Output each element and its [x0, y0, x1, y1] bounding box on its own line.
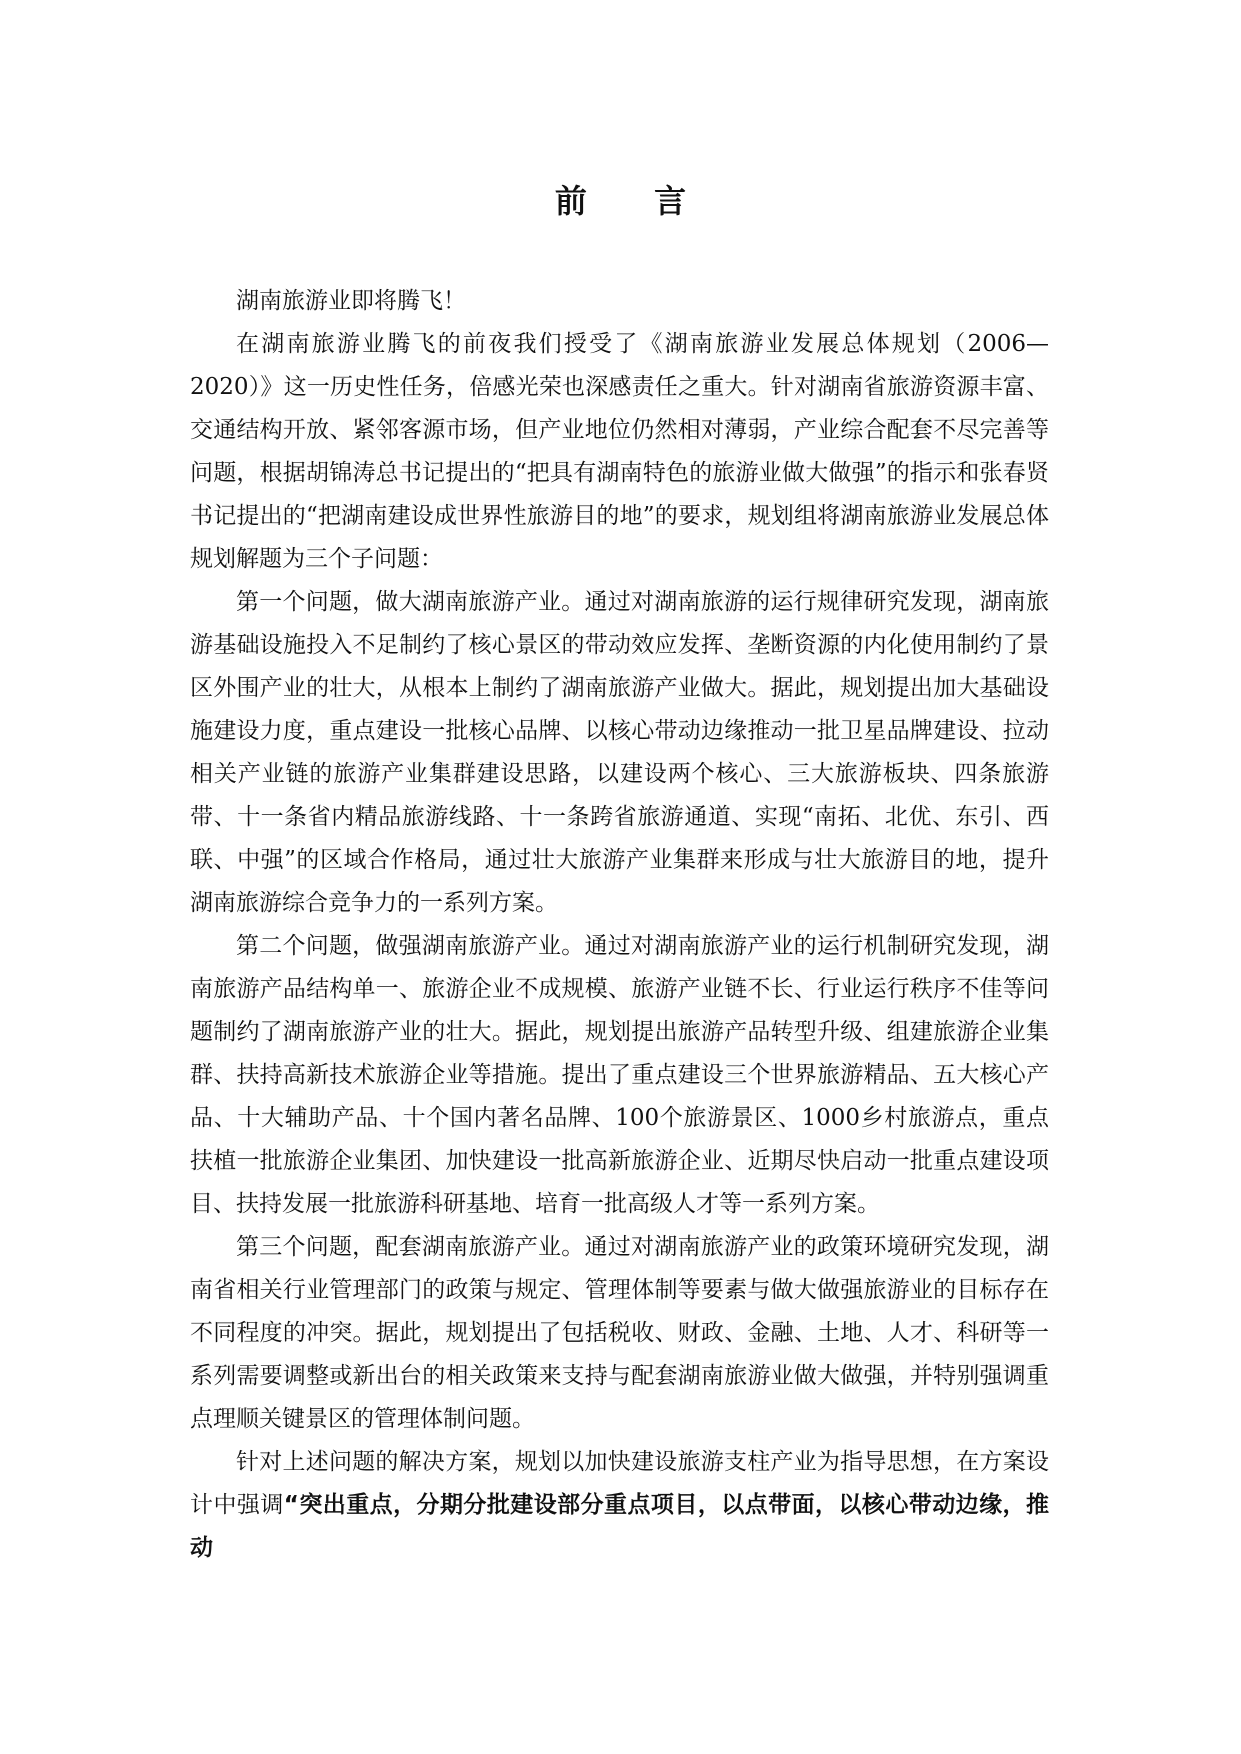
paragraph-4: 第二个问题，做强湖南旅游产业。通过对湖南旅游产业的运行机制研究发现，湖南旅游产品结构单一、旅游企业不成规模、旅游产业链不长、行业运行秩序不佳等问题制约了湖南旅游产业的壮大。据此，规划提出旅游产品转型升级、组建旅游企业集群、扶持高新技术旅游企业等措施。提出了重点建设三个世界旅游精品、五大核心产品、十大辅助产品、十个国内著名品牌、100个旅游景区、1000乡村旅游点，重点扶植一批旅游企业集团、加快建设一批高新旅游企业、近期尽快启动一批重点建设项目、扶持发展一批旅游科研基地、培育一批高级人才等一系列方案。: [190, 933, 1049, 1217]
paragraph-6-emphasis: “突出重点，分期分批建设部分重点项目，以点带面，以核心带动边缘，推动: [190, 1492, 1049, 1561]
paragraph-3: 第一个问题，做大湖南旅游产业。通过对湖南旅游的运行规律研究发现，湖南旅游基础设施投入不足制约了核心景区的带动效应发挥、垄断资源的内化使用制约了景区外围产业的壮大，从根本上制约了湖南旅游产业做大。据此，规划提出加大基础设施建设力度，重点建设一批核心品牌、以核心带动边缘推动一批卫星品牌建设、拉动相关产业链的旅游产业集群建设思路，以建设两个核心、三大旅游板块、四条旅游带、十一条省内精品旅游线路、十一条跨省旅游通道、实现“南拓、北优、东引、西联、中强”的区域合作格局，通过壮大旅游产业集群来形成与壮大旅游目的地，提升湖南旅游综合竞争力的一系列方案。: [190, 589, 1049, 916]
paragraph-5: 第三个问题，配套湖南旅游产业。通过对湖南旅游产业的政策环境研究发现，湖南省相关行业管理部门的政策与规定、管理体制等要素与做大做强旅游业的目标存在不同程度的冲突。据此，规划提出了包括税收、财政、金融、土地、人才、科研等一系列需要调整或新出台的相关政策来支持与配套湖南旅游业做大做强，并特别强调重点理顺关键景区的管理体制问题。: [190, 1234, 1049, 1432]
paragraph-1: 湖南旅游业即将腾飞！: [236, 288, 466, 314]
paragraph-6: [190, 1441, 1049, 1570]
page-title: 前 言: [554, 182, 715, 220]
paragraph-6-text: 针对上述问题的解决方案，规划以加快建设旅游支柱产业为指导思想，在方案设计中强调: [190, 1449, 1049, 1518]
document-body: [190, 280, 1049, 1570]
paragraph-2: 在湖南旅游业腾飞的前夜我们授受了《湖南旅游业发展总体规划（2006—2020）》这一历史性任务，倍感光荣也深感责任之重大。针对湖南省旅游资源丰富、交通结构开放、紧邻客源市场，但产业地位仍然相对薄弱，产业综合配套不尽完善等问题，根据胡锦涛总书记提出的“把具有湖南特色的旅游业做大做强”的指示和张春贤书记提出的“把湖南建设成世界性旅游目的地”的要求，规划组将湖南旅游业发展总体规划解题为三个子问题：: [190, 331, 1049, 572]
